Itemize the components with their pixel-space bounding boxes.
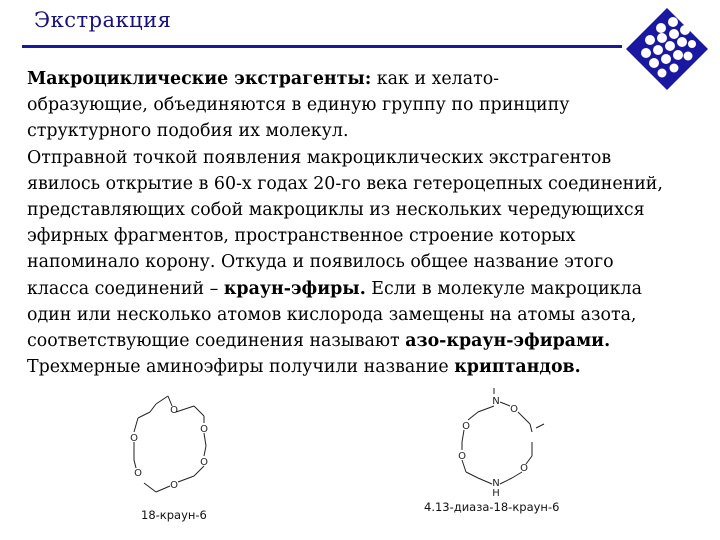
- slide-title: Экстракция: [34, 8, 172, 32]
- oxygen-atom: O: [510, 404, 518, 415]
- oxygen-atom: O: [170, 480, 178, 491]
- diaza-crown-structure: [440, 384, 560, 500]
- oxygen-atom: O: [200, 457, 208, 468]
- term-crown-ethers: краун-эфиры.: [223, 278, 366, 299]
- paragraph-3: Трехмерные аминоэфиры получили название криптандов.: [27, 357, 581, 378]
- diaza-crown-caption: 4.13-диаза-18-краун-6: [424, 500, 560, 514]
- oxygen-atom: O: [134, 468, 142, 479]
- oxygen-atom: O: [462, 421, 470, 432]
- crown-caption: 18-краун-6: [141, 508, 207, 522]
- oxygen-atom: O: [200, 424, 208, 435]
- nitrogen-atom: N: [492, 478, 500, 489]
- oxygen-atom: O: [130, 433, 138, 444]
- oxygen-atom: O: [170, 405, 178, 416]
- hydrogen-atom: H: [492, 488, 500, 499]
- nitrogen-atom: N: [492, 396, 500, 407]
- term-cryptands: криптандов.: [454, 357, 581, 378]
- oxygen-atom: O: [458, 451, 466, 462]
- term-macrocyclic: Макроциклические экстрагенты:: [27, 69, 372, 89]
- term-aza-crown-ethers: азо-краун-эфирами.: [405, 331, 611, 352]
- body-text: [27, 66, 719, 380]
- paragraph-1: Макроциклические экстрагенты: как и хелато- образующие, объединяются в единую группу по принципу структурного подобия их молекул.: [27, 69, 570, 142]
- title-underline: [22, 45, 622, 48]
- paragraph-2: Отправной точкой появления макроциклических экстрагентов явилось открытие в 60-х годах 20-го века гетероцепных соединений, представляющих собой макроциклы из нескольких чередующихся эфирных фрагментов, пространственное строение которых напоминало корону. Откуда и появилось общее название этого класса соединений – краун-эфиры. Если в молекуле макроцикла один или несколько атомов кислорода замещены на атомы азота, соответствующие соединения называют азо-краун-эфирами.: [27, 147, 663, 352]
- crown-ether-structure: [112, 388, 232, 500]
- oxygen-atom: O: [520, 463, 528, 474]
